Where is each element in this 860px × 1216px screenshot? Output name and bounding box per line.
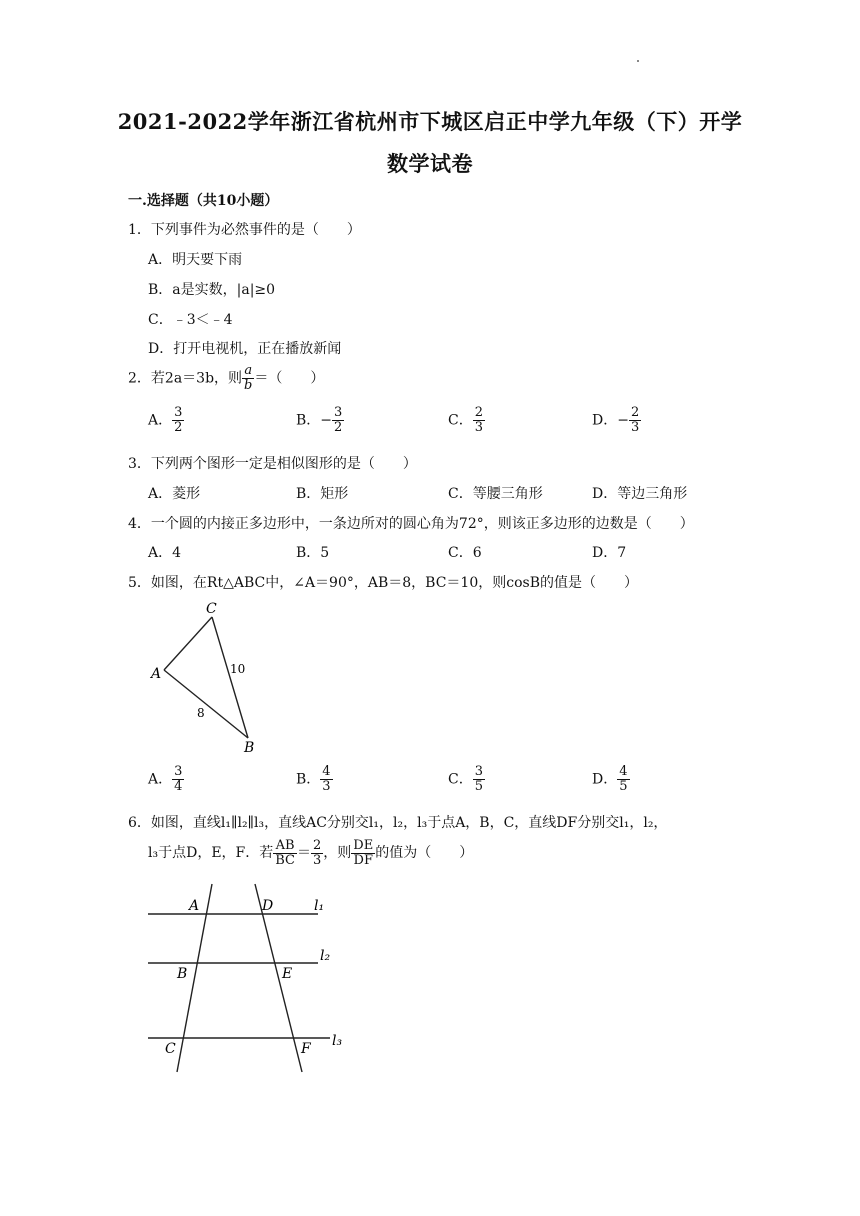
q6-parallel-lines-figure bbox=[140, 876, 360, 1076]
q3-option-c: C．等腰三角形 bbox=[448, 486, 543, 502]
q4-option-a: A．4 bbox=[148, 545, 182, 561]
q5-option-d-label: D． bbox=[592, 771, 618, 788]
q5-option-d-den: 5 bbox=[619, 779, 628, 794]
q1-option-c: C．﹣3＜﹣4 bbox=[148, 312, 233, 328]
q3-stem: 3．下列两个图形一定是相似图形的是（ ） bbox=[128, 456, 417, 472]
q4-option-c: C．6 bbox=[448, 545, 482, 561]
q6-label-l2: l₂ bbox=[320, 948, 331, 964]
q2-stem-pre: 2．若2a＝3b，则 bbox=[128, 370, 243, 387]
q5-option-c-num: 3 bbox=[474, 764, 483, 779]
q5-option-b-label: B． bbox=[296, 771, 321, 788]
q2-option-c bbox=[448, 406, 485, 435]
q5-option-a-num: 3 bbox=[174, 764, 183, 779]
q4-option-d: D．7 bbox=[592, 545, 627, 561]
q5-side-ac bbox=[164, 617, 212, 670]
q6-ratio2 bbox=[351, 839, 375, 868]
q2-option-d bbox=[592, 406, 641, 435]
q6-label-b: B bbox=[177, 966, 188, 982]
q6-label-l1: l₁ bbox=[314, 898, 325, 914]
q1-option-d: D．打开电视机，正在播放新闻 bbox=[148, 341, 342, 357]
q5-option-b-num: 4 bbox=[322, 764, 331, 779]
q5-side-cb bbox=[212, 617, 248, 738]
q6-ratio2-den: DF bbox=[353, 852, 373, 868]
q2-option-d-num: 2 bbox=[630, 405, 640, 420]
q5-option-d-num: 4 bbox=[619, 764, 628, 779]
q2-option-b-sign: − bbox=[320, 412, 333, 429]
q5-label-bc: 10 bbox=[230, 662, 246, 676]
q5-stem: 5．如图，在Rt△ABC中，∠A＝90°，AB＝8，BC＝10，则cosB的值是（ ） bbox=[128, 575, 638, 591]
q2-stem-fraction bbox=[242, 364, 254, 393]
q6-label-c: C bbox=[165, 1041, 176, 1057]
q6-label-l3: l₃ bbox=[332, 1033, 343, 1049]
q2-option-a-den: 2 bbox=[174, 420, 183, 435]
q5-label-a: A bbox=[151, 666, 162, 682]
q2-option-b-fraction bbox=[332, 406, 344, 435]
q6-ratio1-value-num: 2 bbox=[313, 837, 322, 853]
q4-stem: 4．一个圆的内接正多边形中，一条边所对的圆心角为72°，则该正多边形的边数是（ ） bbox=[128, 516, 694, 532]
q5-side-ab bbox=[164, 670, 248, 738]
q5-label-c: C bbox=[206, 601, 217, 617]
q6-stem-line1: 6．如图，直线l₁∥l₂∥l₃，直线AC分别交l₁，l₂，l₃于点A，B，C，直线DF分别交l₁，l₂， bbox=[128, 815, 668, 831]
q3-option-d: D．等边三角形 bbox=[592, 486, 688, 502]
q6-label-a: A bbox=[189, 898, 200, 914]
q6-ratio1-num: AB bbox=[273, 839, 297, 854]
q5-option-a-fraction bbox=[172, 765, 184, 794]
q3-option-b: B．矩形 bbox=[296, 486, 349, 502]
q5-option-b bbox=[296, 765, 333, 794]
q4-option-b: B．5 bbox=[296, 545, 330, 561]
q6-stem-line2 bbox=[148, 838, 473, 868]
q5-triangle-figure bbox=[140, 596, 280, 760]
q1-option-b: B．a是实数，|a|≥0 bbox=[148, 282, 276, 298]
q2-option-b-num: 3 bbox=[334, 405, 343, 420]
q2-option-d-fraction bbox=[629, 406, 641, 435]
q6-line2-mid: ，则 bbox=[323, 845, 352, 861]
q6-line2-post: 的值为（ ） bbox=[375, 845, 474, 861]
q2-option-a-label: A． bbox=[148, 412, 173, 429]
q2-option-c-den: 3 bbox=[474, 420, 483, 435]
q3-option-a: A．菱形 bbox=[148, 486, 201, 502]
q6-ratio1-eq: ＝ bbox=[297, 845, 311, 861]
q5-option-d-fraction bbox=[617, 765, 629, 794]
q5-option-c-den: 5 bbox=[474, 779, 483, 794]
q1-stem: 1．下列事件为必然事件的是（ ） bbox=[128, 222, 361, 238]
q2-option-b-den: 2 bbox=[334, 420, 343, 435]
q6-ratio1-value bbox=[311, 839, 323, 868]
q2-option-a bbox=[148, 406, 184, 435]
q6-ratio1-value-den: 3 bbox=[313, 852, 322, 868]
q2-option-a-fraction bbox=[172, 406, 184, 435]
q2-stem bbox=[128, 364, 324, 393]
q6-ratio2-num: DE bbox=[353, 837, 374, 853]
q5-label-ab: 8 bbox=[197, 706, 205, 720]
q6-ratio1 bbox=[273, 839, 297, 868]
q2-option-d-sign: − bbox=[617, 412, 629, 429]
q1-option-a: A．明天要下雨 bbox=[148, 252, 243, 268]
q5-option-b-den: 3 bbox=[322, 779, 331, 794]
q5-option-a-label: A． bbox=[148, 771, 173, 788]
q5-option-c-fraction bbox=[473, 765, 485, 794]
q5-option-a bbox=[148, 765, 184, 794]
q2-option-d-den: 3 bbox=[630, 420, 640, 435]
section-heading: 一.选择题（共10小题） bbox=[128, 193, 279, 209]
q2-stem-post: ＝（ ） bbox=[254, 370, 325, 387]
q6-line2-pre: l₃于点D，E，F．若 bbox=[148, 845, 274, 861]
q5-option-c-label: C． bbox=[448, 771, 473, 788]
q2-option-c-label: C． bbox=[448, 412, 473, 429]
page-title-line1: 2021-2022学年浙江省杭州市下城区启正中学九年级（下）开学 bbox=[117, 109, 743, 134]
q2-option-b-label: B． bbox=[296, 412, 321, 429]
q5-option-c bbox=[448, 765, 485, 794]
q6-label-f: F bbox=[301, 1041, 311, 1057]
q2-option-c-fraction bbox=[473, 406, 485, 435]
q2-stem-den: b bbox=[244, 378, 253, 393]
q2-option-c-num: 2 bbox=[474, 405, 483, 420]
q2-option-b bbox=[296, 406, 344, 435]
q2-option-a-num: 3 bbox=[174, 405, 183, 420]
q5-option-b-fraction bbox=[320, 765, 332, 794]
page-mark bbox=[637, 60, 639, 62]
q6-label-e: E bbox=[282, 966, 293, 982]
q6-ratio1-den: BC bbox=[275, 852, 295, 868]
q5-option-d bbox=[592, 765, 630, 794]
q2-option-d-label: D． bbox=[592, 412, 618, 429]
page-title-line2: 数学试卷 bbox=[387, 151, 473, 176]
q6-label-d: D bbox=[262, 898, 274, 914]
q2-stem-num: a bbox=[242, 364, 254, 379]
q5-label-b: B bbox=[244, 740, 255, 756]
q5-option-a-den: 4 bbox=[174, 779, 183, 794]
